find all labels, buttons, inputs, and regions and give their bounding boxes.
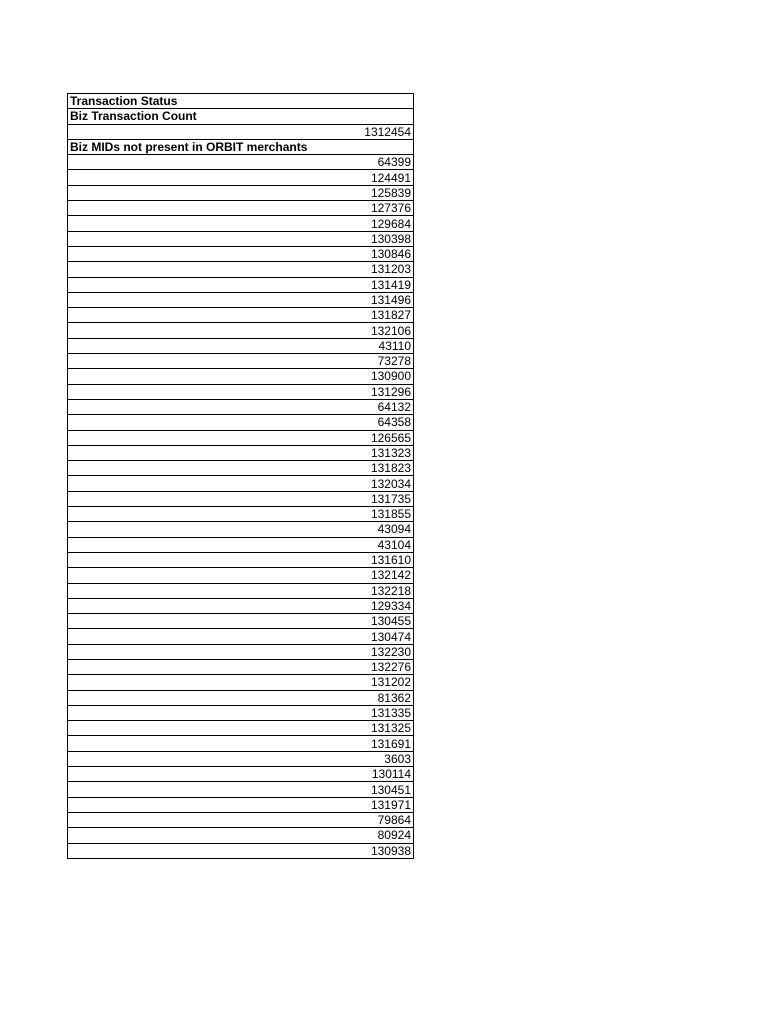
mid-value-cell: 131202: [68, 675, 414, 690]
mid-value-cell: 124491: [68, 170, 414, 185]
mid-value-cell: 131971: [68, 797, 414, 812]
table-row: [68, 782, 414, 797]
table-row: [68, 216, 414, 231]
mid-value-cell: 130455: [68, 614, 414, 629]
table-row: [68, 415, 414, 430]
table-row: [68, 552, 414, 567]
table-row: [68, 155, 414, 170]
mid-value-cell: 79864: [68, 812, 414, 827]
mid-value-cell: 43110: [68, 338, 414, 353]
mids-header: Biz MIDs not present in ORBIT merchants: [68, 139, 414, 154]
mid-value-cell: 43104: [68, 537, 414, 552]
table-row: [68, 354, 414, 369]
mid-value-cell: 131823: [68, 461, 414, 476]
table-row: [68, 537, 414, 552]
table-row: [68, 139, 414, 154]
table-row: [68, 308, 414, 323]
table-row: [68, 843, 414, 858]
table-row: [68, 124, 414, 139]
table-row: [68, 461, 414, 476]
mid-value-cell: 130398: [68, 231, 414, 246]
mid-value-cell: 132106: [68, 323, 414, 338]
table-row: [68, 583, 414, 598]
mid-value-cell: 126565: [68, 430, 414, 445]
table-row: [68, 185, 414, 200]
table-row: [68, 277, 414, 292]
mid-value-cell: 64358: [68, 415, 414, 430]
table-row: [68, 659, 414, 674]
mid-value-cell: 130451: [68, 782, 414, 797]
table-row: [68, 690, 414, 705]
table-row: [68, 705, 414, 720]
mid-value-cell: 131323: [68, 445, 414, 460]
mid-value-cell: 131419: [68, 277, 414, 292]
table-row: [68, 338, 414, 353]
table-row: [68, 246, 414, 261]
mid-value-cell: 130938: [68, 843, 414, 858]
mid-value-cell: 131325: [68, 721, 414, 736]
table-row: [68, 201, 414, 216]
mid-value-cell: 127376: [68, 201, 414, 216]
mid-value-cell: 131296: [68, 384, 414, 399]
table-row: [68, 522, 414, 537]
mid-value-cell: 132218: [68, 583, 414, 598]
table-row: [68, 399, 414, 414]
table-row: [68, 109, 414, 124]
table-row: [68, 751, 414, 766]
mid-value-cell: 130900: [68, 369, 414, 384]
transaction-table-body: [68, 94, 414, 859]
mid-value-cell: 132142: [68, 568, 414, 583]
biz-transaction-count-header: Biz Transaction Count: [68, 109, 414, 124]
table-row: [68, 323, 414, 338]
table-row: [68, 598, 414, 613]
mid-value-cell: 43094: [68, 522, 414, 537]
mid-value-cell: 131203: [68, 262, 414, 277]
table-row: [68, 797, 414, 812]
table-row: [68, 629, 414, 644]
mid-value-cell: 125839: [68, 185, 414, 200]
mid-value-cell: 132230: [68, 644, 414, 659]
mid-value-cell: 129684: [68, 216, 414, 231]
table-row: [68, 94, 414, 109]
table-row: [68, 568, 414, 583]
mid-value-cell: 130474: [68, 629, 414, 644]
table-row: [68, 384, 414, 399]
mid-value-cell: 131827: [68, 308, 414, 323]
mid-value-cell: 131335: [68, 705, 414, 720]
mid-value-cell: 132276: [68, 659, 414, 674]
mid-value-cell: 64132: [68, 399, 414, 414]
mid-value-cell: 130846: [68, 246, 414, 261]
table-row: [68, 812, 414, 827]
mid-value-cell: 130114: [68, 767, 414, 782]
table-row: [68, 430, 414, 445]
table-row: [68, 828, 414, 843]
table-row: [68, 675, 414, 690]
table-row: [68, 292, 414, 307]
mid-value-cell: 131496: [68, 292, 414, 307]
table-row: [68, 767, 414, 782]
mid-value-cell: 64399: [68, 155, 414, 170]
table-row: [68, 445, 414, 460]
mid-value-cell: 131610: [68, 552, 414, 567]
transaction-status-header: Transaction Status: [68, 94, 414, 109]
table-row: [68, 369, 414, 384]
total-count-cell: 1312454: [68, 124, 414, 139]
mid-value-cell: 132034: [68, 476, 414, 491]
mid-value-cell: 131735: [68, 491, 414, 506]
table-row: [68, 476, 414, 491]
mid-value-cell: 80924: [68, 828, 414, 843]
table-row: [68, 262, 414, 277]
mid-value-cell: 131855: [68, 507, 414, 522]
transaction-table: [67, 93, 414, 859]
mid-value-cell: 81362: [68, 690, 414, 705]
mid-value-cell: 131691: [68, 736, 414, 751]
table-row: [68, 491, 414, 506]
mid-value-cell: 129334: [68, 598, 414, 613]
table-row: [68, 644, 414, 659]
mid-value-cell: 3603: [68, 751, 414, 766]
table-row: [68, 507, 414, 522]
mid-value-cell: 73278: [68, 354, 414, 369]
table-row: [68, 170, 414, 185]
table-row: [68, 736, 414, 751]
table-row: [68, 231, 414, 246]
table-row: [68, 721, 414, 736]
table-row: [68, 614, 414, 629]
